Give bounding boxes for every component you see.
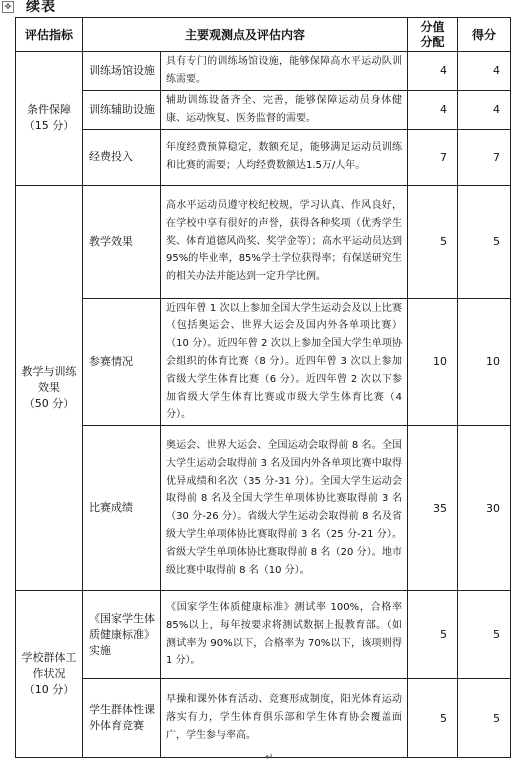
content-cell: 奥运会、世界大运会、全国运动会取得前 8 名。全国大学生运动会取得前 3 名及国内外各单项比赛中取得优异成绩和名次（35 分-31 分）。全国大学生运动会取得前 8 名及全国大学生单项体协比赛取得前 3 名（30 分-26 分）。省级大学生运动会取得前 8 名及省级大学生单项体协比赛取得前 3 名（25 分-21 分）。省级大学生单项体协比赛取得前 8 名（20 分）。地市级比赛中取得前 8 名（10 分）。 [161, 426, 408, 591]
item-cell: 《国家学生体质健康标准》实施 [83, 591, 161, 679]
table-row [16, 591, 511, 679]
score-cell: 35 [408, 426, 458, 591]
category-cell: 条件保障 （15 分） [16, 52, 83, 186]
header-score: 分值 分配 [408, 18, 458, 52]
page-heading: 续表 [26, 0, 56, 15]
obtained-cell: 10 [458, 298, 511, 426]
table-move-handle-icon[interactable]: ✥ [2, 1, 14, 13]
obtained-cell: 5 [458, 679, 511, 758]
category-cell: 学校群体工作状况 （10 分） [16, 591, 83, 758]
item-cell: 比赛成绩 [83, 426, 161, 591]
obtained-cell: 5 [458, 591, 511, 679]
score-cell: 4 [408, 90, 458, 129]
score-cell: 5 [408, 185, 458, 298]
evaluation-table [15, 17, 511, 758]
item-cell: 训练场馆设施 [83, 52, 161, 91]
item-cell: 训练辅助设施 [83, 90, 161, 129]
table-row [16, 426, 511, 591]
table-row [16, 52, 511, 91]
content-cell: 早操和课外体育活动、竞赛形成制度，阳光体育运动落实有力，学生体育俱乐部和学生体育协会覆盖面广，学生参与率高。 [161, 679, 408, 758]
score-cell: 5 [408, 591, 458, 679]
content-cell: 《国家学生体质健康标准》测试率 100%，合格率 85%以上，每年按要求将测试数据上报教育部。（如测试率为 90%以下，合格率为 70%以下，该项则得 1 分）。 [161, 591, 408, 679]
table-header-row [16, 18, 511, 52]
score-cell: 5 [408, 679, 458, 758]
header-content: 主要观测点及评估内容 [83, 18, 408, 52]
paragraph-mark: ↵ [265, 752, 274, 763]
category-cell: 教学与训练效果 （50 分） [16, 185, 83, 591]
obtained-cell: 5 [458, 185, 511, 298]
table-row [16, 129, 511, 185]
header-obtained: 得分 [458, 18, 511, 52]
obtained-cell: 7 [458, 129, 511, 185]
table-row [16, 90, 511, 129]
content-cell: 近四年曾 1 次以上参加全国大学生运动会及以上比赛（包括奥运会、世界大运会及国内外各单项比赛）（10 分）。近四年曾 2 次以上参加全国大学生单项协会组织的体育比赛（8 分）。近四年曾 3 次以上参加省级大学生体育比赛（6 分）。近四年曾 2 次以下参加省级大学生体育比赛或市级大学生体育比赛（4 分）。 [161, 298, 408, 426]
header-indicator: 评估指标 [16, 18, 83, 52]
table-row [16, 679, 511, 758]
item-cell: 教学效果 [83, 185, 161, 298]
score-cell: 7 [408, 129, 458, 185]
table-row [16, 298, 511, 426]
content-cell: 年度经费预算稳定，数额充足，能够满足运动员训练和比赛的需要；人均经费数额达1.5万/人年。 [161, 129, 408, 185]
obtained-cell: 4 [458, 52, 511, 91]
score-cell: 4 [408, 52, 458, 91]
obtained-cell: 30 [458, 426, 511, 591]
item-cell: 经费投入 [83, 129, 161, 185]
content-cell: 高水平运动员遵守校纪校规，学习认真、作风良好，在学校中享有很好的声誉，获得各种奖项（优秀学生奖、体育道德风尚奖、奖学金等）；高水平运动员达到 95%的毕业率，85%学士学位获得率；有保送研究生的相关办法并能达到一定升学比例。 [161, 185, 408, 298]
item-cell: 参赛情况 [83, 298, 161, 426]
score-cell: 10 [408, 298, 458, 426]
table-row [16, 185, 511, 298]
content-cell: 辅助训练设备齐全、完善，能够保障运动员身体健康、运动恢复、医务监督的需要。 [161, 90, 408, 129]
item-cell: 学生群体性课外体育竞赛 [83, 679, 161, 758]
content-cell: 具有专门的训练场馆设施，能够保障高水平运动队训练需要。 [161, 52, 408, 91]
obtained-cell: 4 [458, 90, 511, 129]
